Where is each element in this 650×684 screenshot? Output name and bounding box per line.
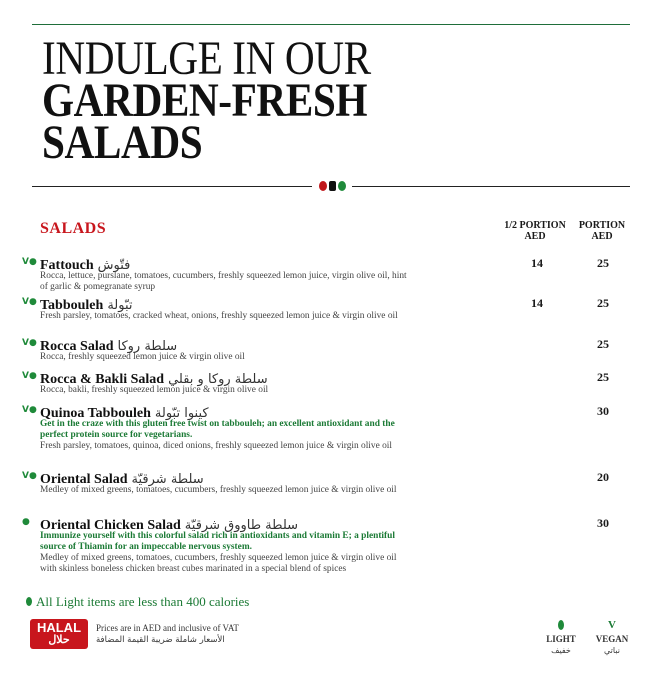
menu-item-description [40, 311, 410, 322]
portion-price: 25 [597, 296, 609, 310]
diet-tags-icon: V● [22, 405, 37, 415]
portion-price: 20 [597, 470, 609, 484]
diet-tags-icon: ● [22, 517, 30, 527]
menu-item-name: Fattouch [40, 258, 94, 273]
diet-tags-icon: V● [22, 371, 37, 381]
menu-item-arabic: تبّولة [107, 298, 133, 313]
menu-item-name: Oriental Salad [40, 472, 128, 487]
headline-line-3: SALADS [42, 116, 203, 169]
menu-item-ingredients: Medley of mixed greens, tomatoes, cucumbers, freshly squeezed lemon juice & virgin olive oil [40, 485, 397, 495]
menu-item-name: Rocca Salad [40, 339, 114, 354]
legend-vegan-ar: نباتي [604, 646, 620, 655]
menu-item-ingredients: Rocca, bakli, freshly squeezed lemon juice & virgin olive oil [40, 385, 269, 395]
menu-item-highlight: Immunize yourself with this colorful salad rich in antioxidants and vitamin E; a plentiful source of Thiamin for an impeccable nervous system. [40, 531, 395, 552]
menu-item-description [40, 352, 410, 363]
menu-item-ingredients: Fresh parsley, tomatoes, cracked wheat, onions, freshly squeezed lemon juice & virgin olive oil [40, 311, 398, 321]
menu-item-arabic: سلطة شرقيّة [131, 472, 204, 487]
vegan-icon: V [608, 619, 616, 631]
half-portion-price: 14 [531, 296, 543, 310]
menu-item-description [40, 419, 410, 452]
diet-tags-icon: V● [22, 338, 37, 348]
half-portion-price: 14 [531, 256, 543, 270]
legend-light-ar: خفيف [551, 646, 571, 655]
menu-item-ingredients: Medley of mixed greens, tomatoes, cucumbers, freshly squeezed lemon juice & virgin olive oil with skinless boneless chicken breast cubes marinated in a special blend of spices [40, 553, 397, 574]
menu-item-arabic: فتّوش [97, 258, 131, 273]
menu-item-description [40, 271, 410, 293]
menu-item-arabic: كينوا تبّولة [154, 406, 209, 421]
green-dot-icon [338, 181, 346, 191]
portion-price: 25 [597, 370, 609, 384]
section-title: SALADS [40, 220, 107, 237]
red-dot-icon [319, 181, 327, 191]
portion-price: 25 [597, 256, 609, 270]
halal-badge [30, 619, 88, 649]
menu-item-highlight: Get in the craze with this gluten free twist on tabbouleh; an excellent antioxidant and the perfect protein source for vegetarians. [40, 419, 395, 440]
top-rule [32, 24, 630, 25]
black-dot-icon [329, 181, 336, 191]
halal-badge-en: HALAL [36, 620, 82, 635]
menu-item-ingredients: Rocca, lettuce, purslane, tomatoes, cucumbers, freshly squeezed lemon juice, virgin olive oil, hint of garlic & pomegranate syrup [40, 271, 407, 292]
half-portion-currency: AED [524, 231, 546, 242]
portion-price: 30 [597, 404, 609, 418]
menu-item-arabic: سلطة روكا و بقلي [168, 372, 268, 387]
menu-item-name: Rocca & Bakli Salad [40, 372, 165, 387]
column-header-half-portion [500, 220, 570, 242]
light-note-text: All Light items are less than 400 calories [36, 594, 250, 609]
menu-item-ingredients: Rocca, freshly squeezed lemon juice & virgin olive oil [40, 352, 245, 362]
vat-note-en: Prices are in AED and inclusive of VAT [96, 623, 239, 633]
legend-light [541, 620, 581, 656]
menu-item-description [40, 485, 410, 496]
page-headline [42, 32, 424, 169]
portion-label: PORTION [578, 220, 626, 231]
menu-item-description [40, 531, 410, 575]
leaf-icon [558, 620, 564, 630]
menu-item-name: Oriental Chicken Salad [40, 518, 181, 533]
diet-tags-icon: V● [22, 471, 37, 481]
diet-tags-icon: V● [22, 257, 37, 267]
headline-line-2: GARDEN-FRESH [42, 74, 368, 127]
menu-item-description [40, 385, 410, 396]
menu-item-arabic: سلطة روكا [117, 339, 178, 354]
menu-item-name: Tabbouleh [40, 298, 104, 313]
headline-line-1: INDULGE IN OUR [42, 32, 371, 85]
legend-vegan [590, 620, 634, 656]
half-portion-label: 1/2 PORTION [504, 220, 566, 231]
portion-currency: AED [591, 231, 613, 242]
portion-price: 30 [597, 516, 609, 530]
menu-item-arabic: سلطة طاووق شرقيّة [184, 518, 299, 533]
divider-ornament-icon [312, 180, 352, 192]
menu-item-name: Quinoa Tabbouleh [40, 406, 151, 421]
menu-item-ingredients: Fresh parsley, tomatoes, quinoa, diced onions, freshly squeezed lemon juice & virgin olive oil [40, 441, 393, 451]
vat-note-ar: الأسعار شاملة ضريبة القيمة المضافة [96, 635, 225, 645]
portion-price: 25 [597, 337, 609, 351]
diet-tags-icon: V● [22, 297, 37, 307]
legend-light-label: LIGHT [546, 634, 576, 644]
column-header-portion [572, 220, 632, 242]
vat-note [96, 622, 239, 646]
leaf-icon [26, 597, 32, 606]
light-note [26, 594, 249, 610]
halal-badge-ar: حلال [48, 634, 70, 646]
legend-vegan-label: VEGAN [595, 634, 629, 644]
